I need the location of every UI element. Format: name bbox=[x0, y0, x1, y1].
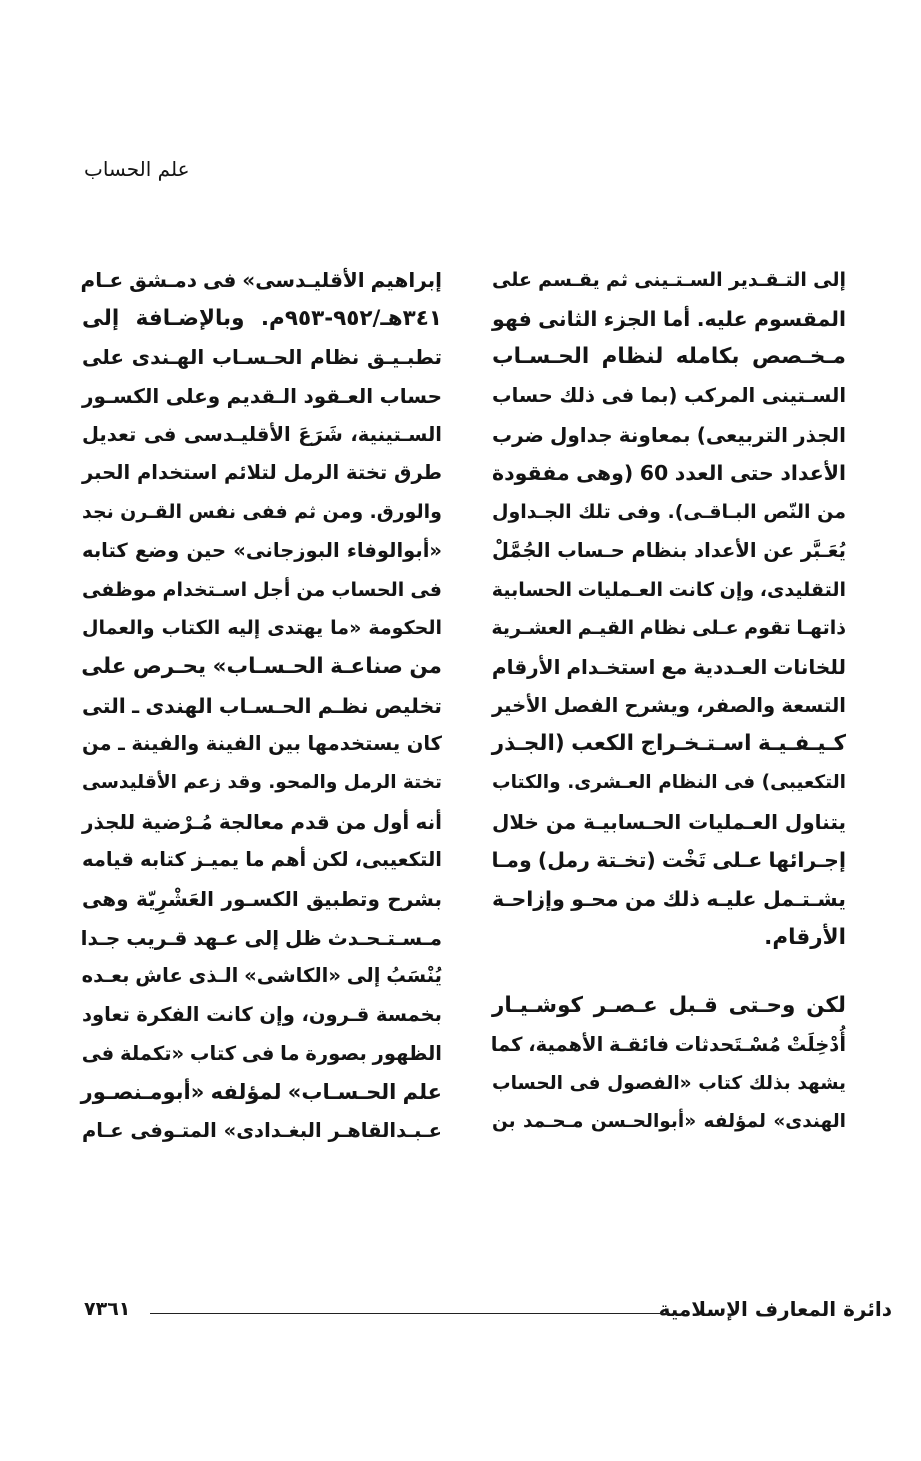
right-column bbox=[492, 261, 846, 1142]
text-line: ٣٤١هـ/٩٥٢-٩٥٣م. وبالإضـافة إلى bbox=[82, 305, 442, 331]
text-line: الجذر التربيعى) بمعاونة جداول ضرب bbox=[492, 422, 846, 447]
text-line: كـيـفـيـة اسـتـخـراج الكعب (الجـذر bbox=[491, 731, 846, 757]
text-line: السـتينى المركب (بما فى ذلك حساب bbox=[492, 384, 846, 408]
text-line: لكن وحـتى قـبل عـصـر كوشـيـار bbox=[492, 993, 846, 1019]
text-line: مـسـتـحـدث ظل إلى عـهد قـريب جـدا bbox=[80, 925, 442, 950]
text-line: حساب العـقود الـقديم وعلى الكسـور bbox=[82, 384, 442, 409]
text-line: أُدْخِلَتْ مُسْـتَحدثات فائقـة الأهمية، كما bbox=[490, 1033, 846, 1057]
page-number: ٧٣٦١ bbox=[84, 1298, 131, 1320]
text-line: طرق تختة الرمل لتلائم استخدام الحبر bbox=[82, 461, 442, 485]
left-column bbox=[82, 261, 442, 1151]
text-line: الحكومة «ما يهتدى إليه الكتاب والعمال bbox=[82, 617, 442, 640]
text-line: «أبوالوفاء البوزجانى» حين وضع كتابه bbox=[82, 538, 442, 562]
text-line: تختة الرمل والمحو. وقد زعم الأقليدسى bbox=[82, 771, 442, 793]
text-line: يُعَـبَّر عن الأعداد بنظام حـساب الجُمَّلْ bbox=[492, 538, 846, 562]
text-line: للخانات العـددية مع استخـدام الأرقام bbox=[491, 654, 846, 679]
text-line: التكعيبى، لكن أهم ما يميـز كتابه قيامه bbox=[82, 848, 442, 872]
text-line: الهندى» لمؤلفه «أبوالحـسن مـحـمد بن bbox=[492, 1111, 846, 1133]
text-line: الأعداد حتى العدد 60 (وهى مفقودة bbox=[492, 461, 847, 486]
text-line: يشـتـمل عليـه ذلك من محـو وإزاحـة bbox=[492, 887, 846, 911]
text-line: يشهد بذلك كتاب «الفصول فى الحساب bbox=[492, 1072, 846, 1094]
text-line: السـتينية، شَرَعَ الأقليـدسى فى تعديل bbox=[82, 422, 442, 446]
text-line: إجـرائها عـلى تَخْت (تخـتة رمل) ومـا bbox=[491, 848, 846, 873]
footer-rule bbox=[150, 1313, 670, 1314]
text-line: كان يستخدمها بين الفينة والفينة ـ من bbox=[82, 732, 442, 756]
text-line: المقسوم عليه. أما الجزء الثانى فهو bbox=[492, 306, 846, 331]
text-line: عـبـدالقاهـر البغـدادى» المتـوفى عـام bbox=[82, 1119, 442, 1143]
text-line: يُنْسَبُ إلى «الكاشى» الـذى عاش بعـده bbox=[81, 964, 442, 988]
text-line: ذاتهـا تقوم عـلى نظام القيـم العشـرية bbox=[491, 617, 846, 640]
text-line: أنه أول من قدم معالجة مُـرْضية للجذر bbox=[82, 809, 442, 834]
text-line: من صناعـة الحـسـاب» يحـرص على bbox=[81, 653, 442, 679]
text-line: الأرقام. bbox=[764, 924, 846, 950]
text-line: والورق. ومن ثم ففى نفس القـرن نجد bbox=[82, 501, 442, 524]
text-line: التسعة والصفر، ويشرح الفصل الأخير bbox=[492, 693, 846, 717]
text-line: تخليص نظـم الحـسـاب الهندى ـ التى bbox=[82, 693, 442, 718]
running-title: علم الحساب bbox=[84, 157, 190, 181]
paragraph-2 bbox=[492, 987, 846, 1142]
text-line: الظهور بصورة ما فى كتاب «تكملة فى bbox=[81, 1041, 442, 1065]
text-line: علم الحـسـاب» لمؤلفه «أبومـنصـور bbox=[80, 1080, 442, 1105]
text-line: مـخـصص بكامله لنظام الحـسـاب bbox=[492, 344, 846, 370]
encyclopedia-title: دائرة المعارف الإسلامية bbox=[658, 1297, 892, 1321]
text-line: فى الحساب من أجل اسـتخدام موظفى bbox=[82, 578, 442, 601]
text-line: من النّص البـاقـى). وفى تلك الجـداول bbox=[492, 501, 846, 524]
text-line: يتناول العـمليات الحـسابيـة من خلال bbox=[492, 809, 846, 834]
paragraph-gap bbox=[492, 957, 846, 987]
text-line: بشرح وتطبيق الكسـور العَشْرِيّة وهى bbox=[82, 887, 442, 911]
text-line: إبراهيم الأقليـدسى» فى دمـشق عـام bbox=[80, 268, 442, 292]
text-line: التقليدى، وإن كانت العـمليات الحسابية bbox=[491, 578, 846, 601]
text-line: إلى التـقـدير السـتـينى ثم يقـسم على bbox=[492, 269, 846, 291]
paragraph-1 bbox=[492, 261, 846, 957]
page-footer bbox=[84, 1294, 892, 1324]
text-line: التكعيبى) فى النظام العـشرى. والكتاب bbox=[492, 771, 846, 793]
text-line: بخمسة قـرون، وإن كانت الفكرة تعاود bbox=[82, 1003, 442, 1027]
text-line: تطبـيـق نظام الحـسـاب الهـندى على bbox=[82, 345, 442, 370]
